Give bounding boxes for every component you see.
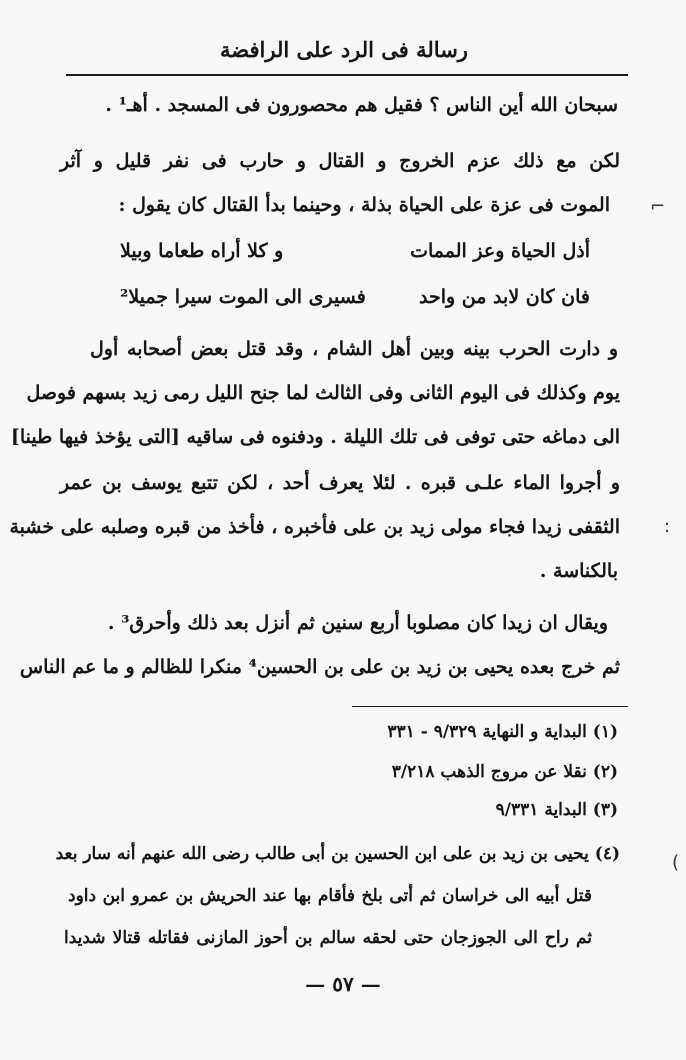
body-line: الموت فى عزة على الحياة بذلة ، وحينما بدأ القتال كان يقول : — [118, 194, 610, 216]
verse-second-hemistich: و كلا أراه طعاما وبيلا — [120, 240, 284, 262]
footnote: (٣) البداية ٩/٣٣١ — [495, 800, 618, 820]
body-line: الى دماغه حتى توفى فى تلك الليلة . ودفنوه فى ساقيه [التى يؤخذ فيها طينا] — [10, 426, 620, 448]
page-number: — ٥٧ — — [305, 972, 381, 996]
body-line: يوم وكذلك فى اليوم الثانى وفى الثالث لما جنح الليل رمى زيد بسهم فوصل — [26, 382, 620, 404]
verse-row — [120, 240, 590, 274]
verse-row — [120, 286, 590, 320]
margin-mark: ( — [672, 852, 680, 873]
footnote: (٤) يحيى بن زيد بن على ابن الحسين بن أبى طالب رضى الله عنهم أنه سار بعد — [55, 844, 620, 864]
body-line: ويقال ان زيدا كان مصلوبا أربع سنين ثم أنزل بعد ذلك وأحرق³ . — [107, 612, 608, 634]
body-line: سبحان الله أين الناس ؟ فقيل هم محصورون فى المسجد . أهـ¹ . — [105, 94, 618, 116]
body-line: ثم خرج بعده يحيى بن زيد بن على بن الحسين⁴ منكرا للظالم و ما عم الناس — [19, 656, 620, 678]
body-line: لكن مع ذلك عزم الخروج و القتال و حارب فى نفر قليل و آثر — [60, 150, 620, 172]
footnote-rule — [352, 706, 628, 707]
margin-mark: : — [664, 516, 671, 537]
verse-first-hemistich: فان كان لابد من واحد — [419, 286, 590, 308]
footnote: ثم راح الى الجوزجان حتى لحقه سالم بن أحوز المازنى فقاتله قتالا شديدا — [64, 928, 592, 948]
body-line: الثقفى زيدا فجاء مولى زيد بن على فأخبره ، فأخذ من قبره وصلبه على خشبة — [9, 516, 620, 538]
body-line: و أجروا الماء علـى قبره . لئلا يعرف أحد ، لكن تتبع يوسف بن عمر — [60, 472, 620, 494]
verse-first-hemistich: أذل الحياة وعز الممات — [410, 240, 590, 262]
header-rule — [66, 74, 628, 76]
margin-mark: ⌐ — [650, 196, 666, 217]
body-line: و دارت الحرب بينه وبين أهل الشام ، وقد قتل بعض أصحابه أول — [90, 338, 618, 360]
footnote: قتل أبيه الى خراسان ثم أتى بلخ فأقام بها عند الحريش بن عمرو ابن داود — [68, 886, 592, 906]
body-line: بالكناسة . — [539, 560, 618, 582]
footnote: (١) البداية و النهاية ٩/٣٢٩ - ٣٣١ — [387, 722, 618, 742]
footnote: (٢) نقلا عن مروج الذهب ٣/٢١٨ — [391, 762, 618, 782]
verse-second-hemistich: فسيرى الى الموت سيرا جميلا² — [120, 286, 366, 308]
page-header-title: رسالة فى الرد على الرافضة — [220, 37, 468, 62]
